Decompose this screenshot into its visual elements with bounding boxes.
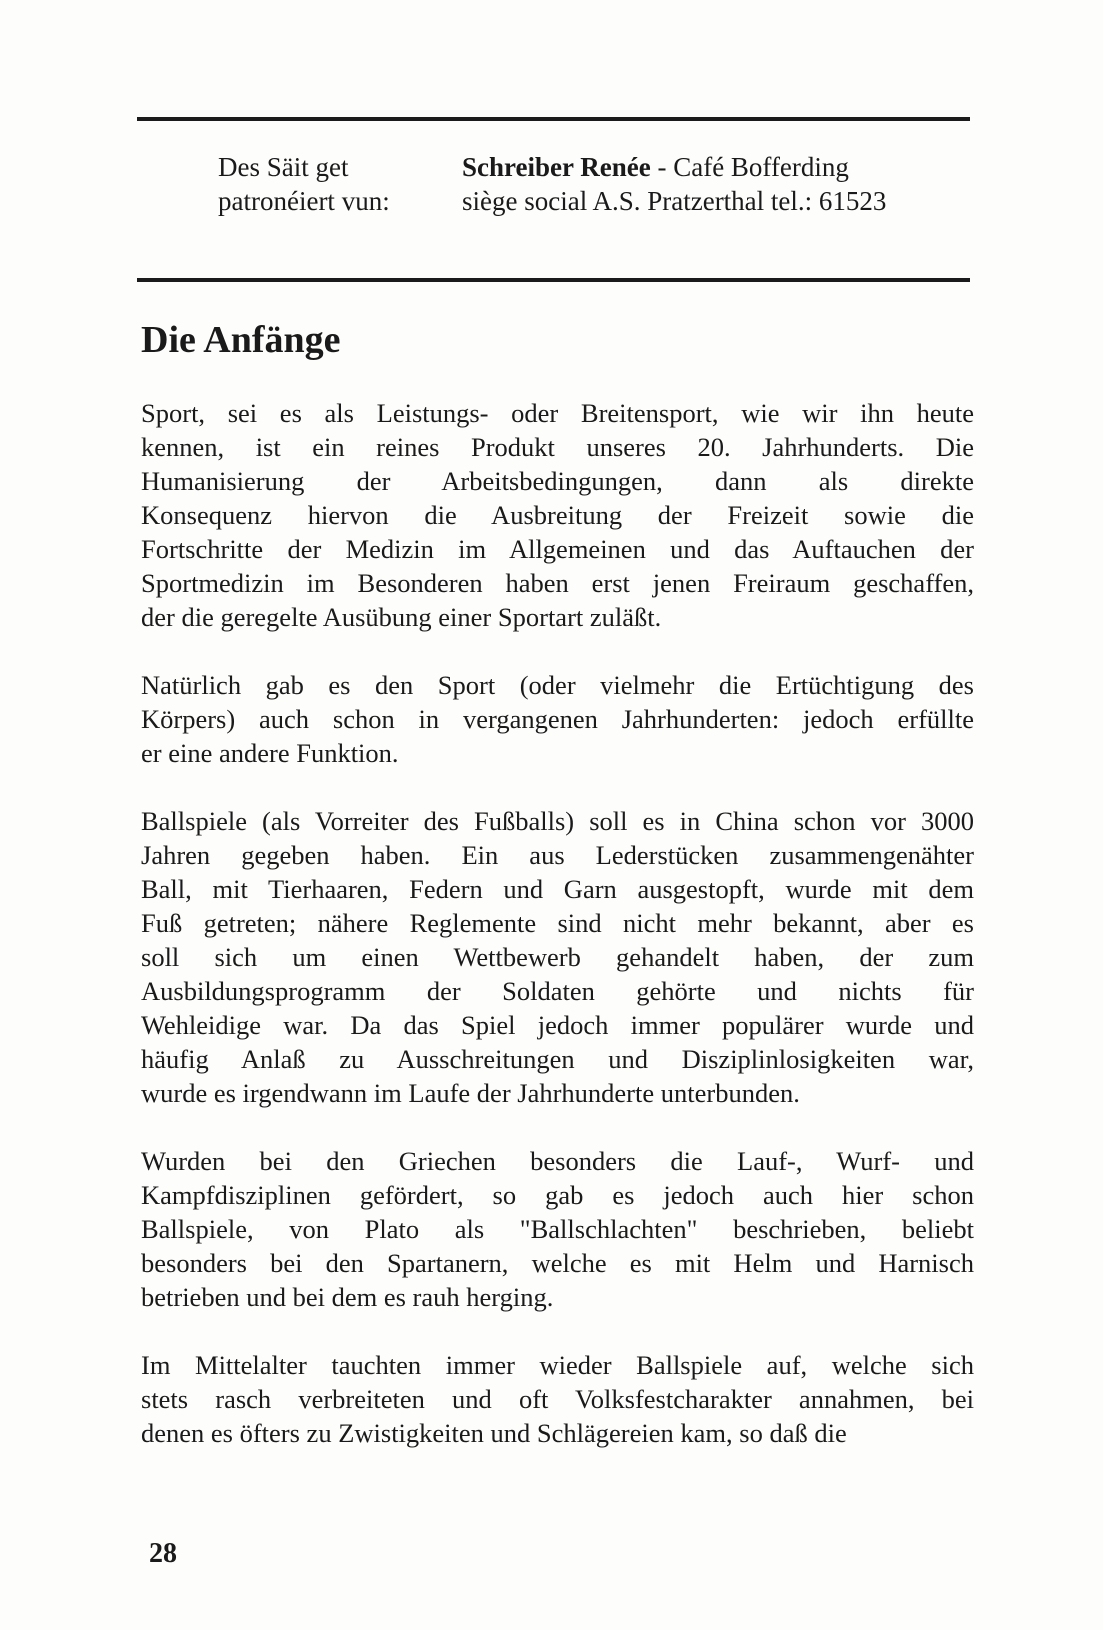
paragraph-line: kennen, ist ein reines Produkt unseres 20. Jahrhunderts. Die (141, 432, 974, 462)
bottom-rule (137, 278, 970, 282)
paragraph-line: Konsequenz hiervon die Ausbreitung der Freizeit sowie die (141, 500, 974, 530)
paragraph (141, 804, 974, 1110)
paragraph-line: soll sich um einen Wettbewerb gehandelt haben, der zum (141, 942, 974, 972)
paragraph-line: Fuß getreten; nähere Reglemente sind nicht mehr bekannt, aber es (141, 908, 974, 938)
paragraph (141, 1348, 974, 1450)
paragraph-line: häufig Anlaß zu Ausschreitungen und Disziplinlosigkeiten war, (141, 1044, 974, 1074)
sponsor-details (462, 150, 982, 218)
paragraph-line: Körpers) auch schon in vergangenen Jahrhunderten: jedoch erfüllte (141, 704, 974, 734)
paragraph-line: wurde es irgendwann im Laufe der Jahrhunderte unterbunden. (141, 1078, 800, 1108)
paragraph-line: Ball, mit Tierhaaren, Federn und Garn ausgestopft, wurde mit dem (141, 874, 974, 904)
top-rule (137, 117, 970, 121)
body-text (141, 396, 974, 1484)
sponsor-name-line (462, 150, 982, 184)
paragraph-line: Ausbildungsprogramm der Soldaten gehörte und nichts für (141, 976, 974, 1006)
paragraph-line: besonders bei den Spartanern, welche es mit Helm und Harnisch (141, 1248, 974, 1278)
paragraph-line: stets rasch verbreiteten und oft Volksfestcharakter annahmen, bei (141, 1384, 974, 1414)
paragraph-line: betrieben und bei dem es rauh herging. (141, 1282, 554, 1312)
sponsor-business: - Café Bofferding (650, 152, 849, 182)
paragraph-line: Jahren gegeben haben. Ein aus Lederstücken zusammengenähter (141, 840, 974, 870)
section-heading: Die Anfänge (141, 319, 341, 361)
paragraph-line: Sportmedizin im Besonderen haben erst jenen Freiraum geschaffen, (141, 568, 974, 598)
paragraph-line: Natürlich gab es den Sport (oder vielmehr die Ertüchtigung des (141, 670, 974, 700)
sponsor-label (218, 150, 448, 218)
paragraph-line: Sport, sei es als Leistungs- oder Breitensport, wie wir ihn heute (141, 398, 974, 428)
sponsor-label-line: patronéiert vun: (218, 186, 390, 216)
paragraph (141, 396, 974, 634)
sponsor-address-line: siège social A.S. Pratzerthal tel.: 61523 (462, 186, 887, 216)
sponsor-label-line: Des Säit get (218, 152, 349, 182)
paragraph-line: Ballspiele (als Vorreiter des Fußballs) soll es in China schon vor 3000 (141, 806, 974, 836)
paragraph-line: er eine andere Funktion. (141, 738, 399, 768)
paragraph-line: denen es öfters zu Zwistigkeiten und Schlägereien kam, so daß die (141, 1418, 847, 1448)
paragraph-line: Ballspiele, von Plato als "Ballschlachten" beschrieben, beliebt (141, 1214, 974, 1244)
sponsor-name: Schreiber Renée (462, 152, 651, 182)
paragraph-line: Wehleidige war. Da das Spiel jedoch immer populärer wurde und (141, 1010, 974, 1040)
paragraph-line: Humanisierung der Arbeitsbedingungen, dann als direkte (141, 466, 974, 496)
paragraph-line: Fortschritte der Medizin im Allgemeinen und das Auftauchen der (141, 534, 974, 564)
paragraph (141, 668, 974, 770)
paragraph-line: Im Mittelalter tauchten immer wieder Ballspiele auf, welche sich (141, 1350, 974, 1380)
paragraph (141, 1144, 974, 1314)
page-number: 28 (149, 1538, 177, 1569)
paragraph-line: Wurden bei den Griechen besonders die Lauf-, Wurf- und (141, 1146, 974, 1176)
paragraph-line: der die geregelte Ausübung einer Sportart zuläßt. (141, 602, 662, 632)
paragraph-line: Kampfdisziplinen gefördert, so gab es jedoch auch hier schon (141, 1180, 974, 1210)
